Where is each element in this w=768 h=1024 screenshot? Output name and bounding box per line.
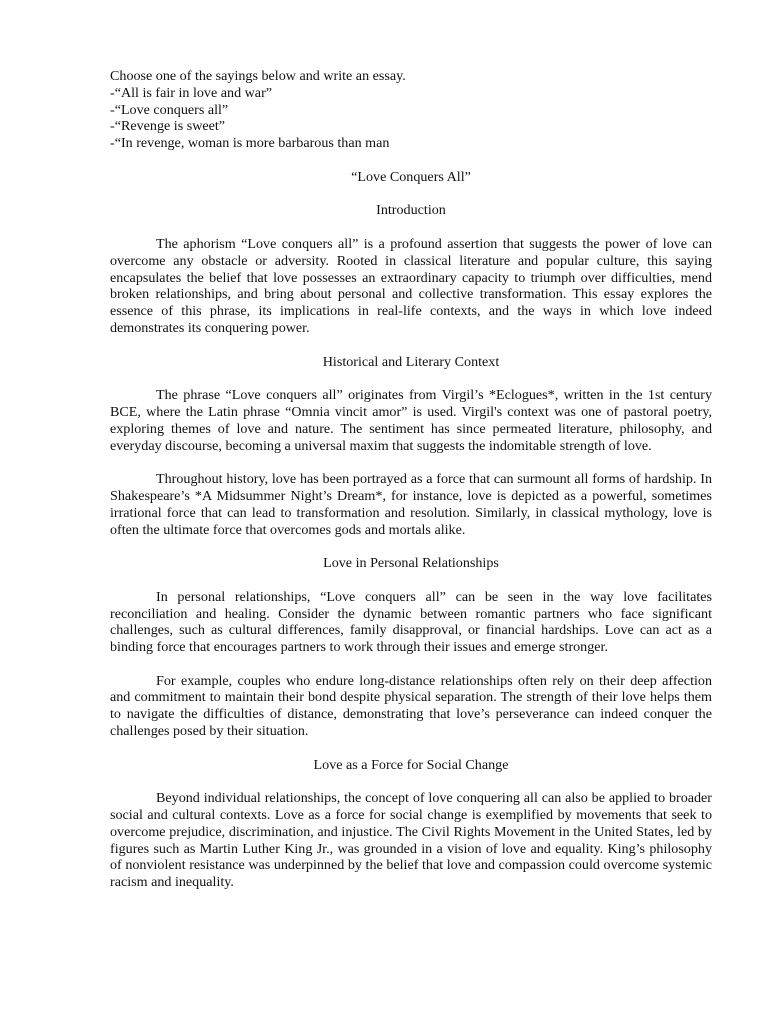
section-heading: Historical and Literary Context: [322, 353, 500, 370]
document-body: [110, 68, 712, 891]
section-introduction: [110, 202, 712, 336]
section-heading: Introduction: [376, 202, 446, 219]
essay-title: “Love Conquers All”: [351, 168, 471, 185]
prompt-block: [110, 68, 712, 152]
saying-item: -“Revenge is sweet”: [110, 118, 226, 135]
saying-item: -“All is fair in love and war”: [110, 84, 273, 101]
paragraph: In personal relationships, “Love conquers all” can be seen in the way love facilitates reconciliation and healing. Consider the dynamic between romantic partners who face significant challenges, such as cultural differences, family disapproval, or financial hardships. Love can act as a binding force that encourages partners to work through their issues and emerge stronger.: [110, 588, 712, 656]
paragraph: The phrase “Love conquers all” originates from Virgil’s *Eclogues*, written in the 1st century BCE, where the Latin phrase “Omnia vincit amor” is used. Virgil's context was one of pastoral poetry, exploring themes of love and nature. The sentiment has since permeated literature, philosophy, and everyday discourse, becoming a universal maxim that suggests the indomitable strength of love.: [110, 387, 712, 454]
section-heading: Love in Personal Relationships: [323, 555, 499, 572]
paragraph: The aphorism “Love conquers all” is a profound assertion that suggests the power of love can overcome any obstacle or adversity. Rooted in classical literature and popular culture, this saying encapsulates the belief that love possesses an extraordinary capacity to triumph over difficulties, mend broken relationships, and bring about personal and collective transformation. This essay explores the essence of this phrase, its implications in real-life contexts, and the ways in which love indeed demonstrates its conquering power.: [110, 235, 712, 336]
section-historical-context: [110, 354, 712, 539]
saying-item: -“Love conquers all”: [110, 101, 229, 118]
section-social-change: [110, 757, 712, 891]
section-personal-relationships: [110, 555, 712, 740]
section-heading: Love as a Force for Social Change: [313, 756, 509, 773]
saying-item: -“In revenge, woman is more barbarous than man: [110, 135, 390, 152]
prompt-instruction: Choose one of the sayings below and write an essay.: [110, 68, 406, 84]
paragraph: Throughout history, love has been portrayed as a force that can surmount all forms of hardship. In Shakespeare’s *A Midsummer Night’s Dream*, for instance, love is depicted as a powerful, sometimes irrational force that can lead to transformation and resolution. Similarly, in classical mythology, love is often the ultimate force that overcomes gods and mortals alike.: [110, 471, 712, 538]
paragraph: For example, couples who endure long-distance relationships often rely on their deep affection and commitment to maintain their bond despite physical separation. The strength of their love helps them to navigate the difficulties of distance, demonstrating that love’s perseverance can indeed conquer the challenges posed by their situation.: [110, 672, 712, 740]
paragraph: Beyond individual relationships, the concept of love conquering all can also be applied to broader social and cultural contexts. Love as a force for social change is exemplified by movements that seek to overcome prejudice, discrimination, and injustice. The Civil Rights Movement in the United States, led by figures such as Martin Luther King Jr., was grounded in a vision of love and equality. King’s philosophy of nonviolent resistance was underpinned by the belief that love and compassion could overcome systemic racism and inequality.: [110, 790, 712, 891]
